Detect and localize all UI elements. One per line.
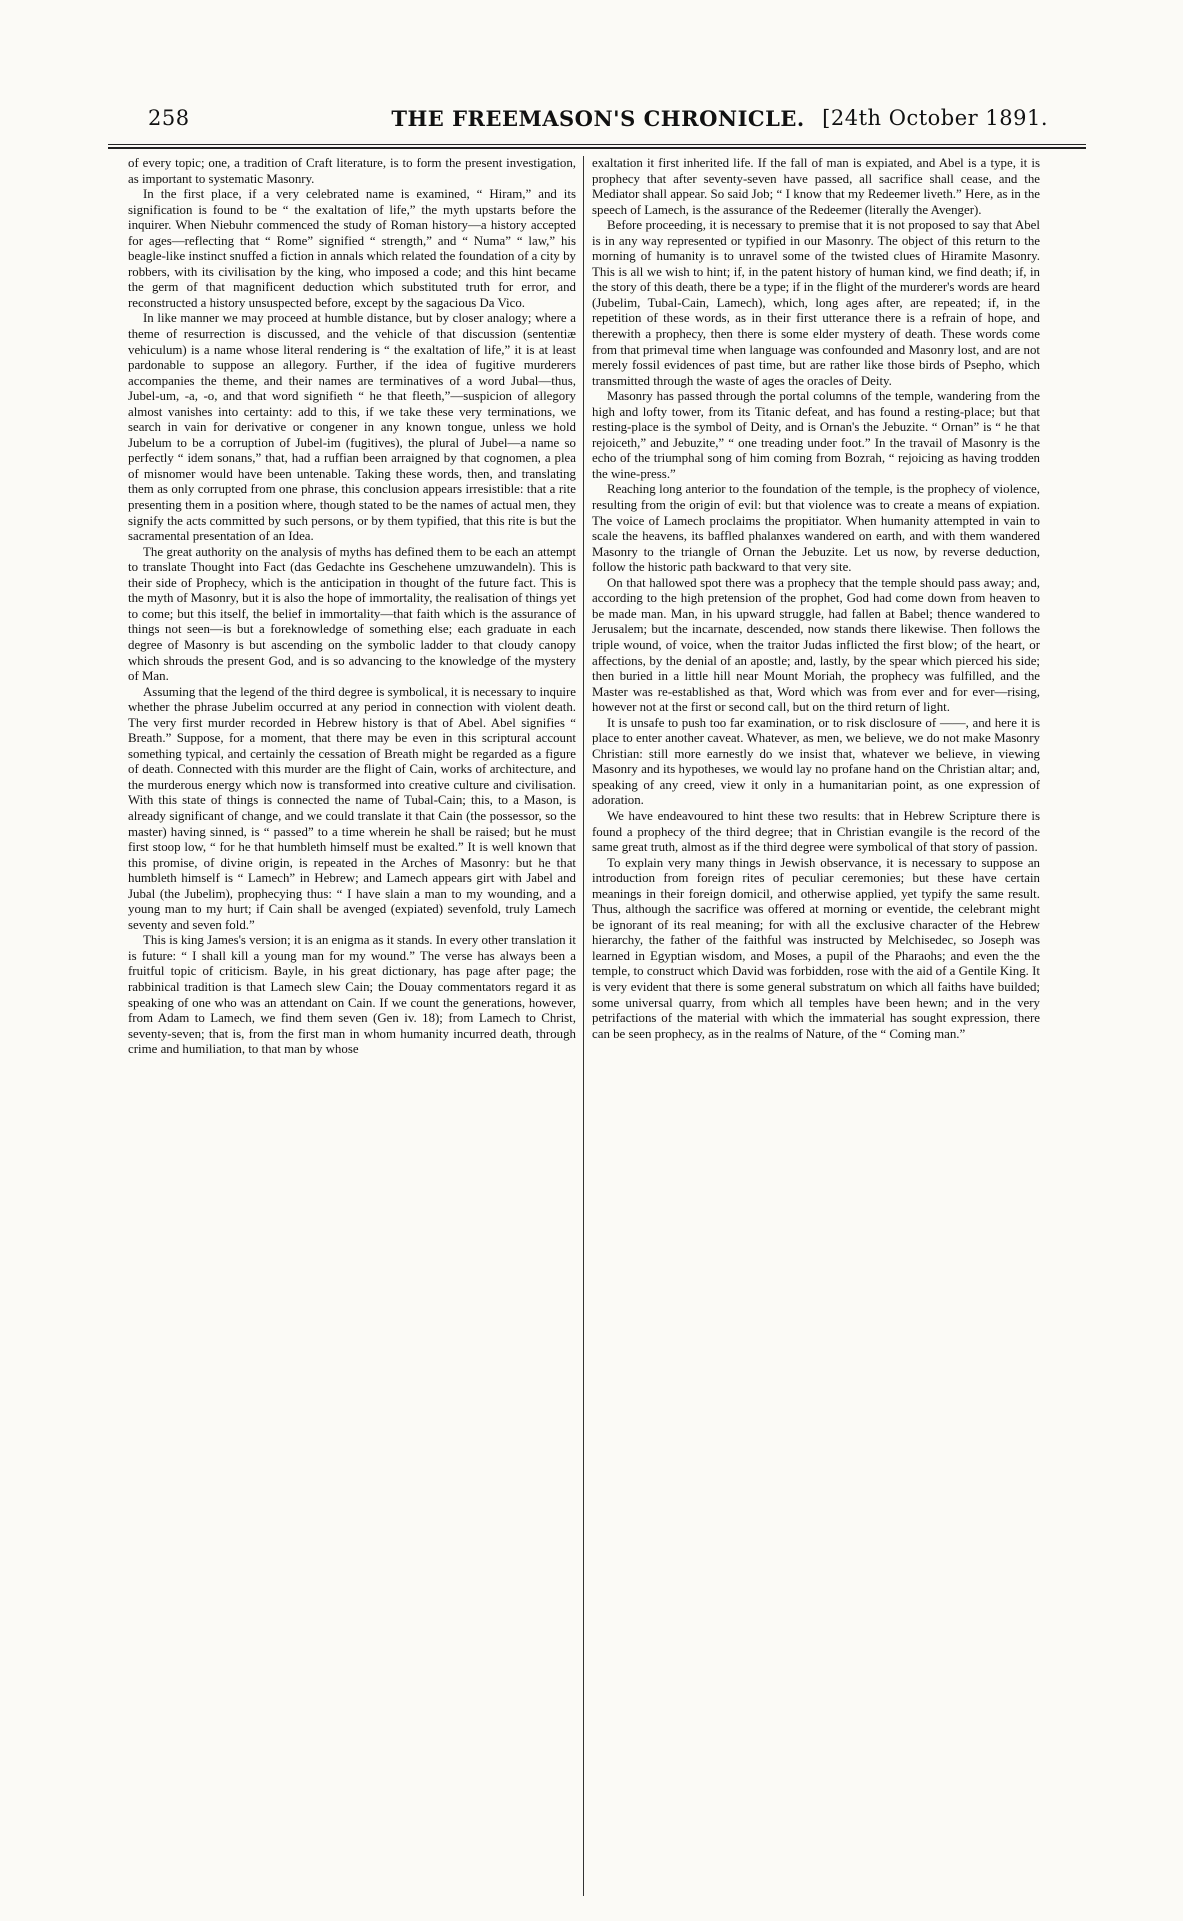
paragraph: Before proceeding, it is necessary to premise that it is not proposed to say that Abel is in any way represented or typified in our Masonry. The object of this return to the morning of humanity is to unravel some of the twisted clues of Hiramite Masonry. This is all we wish to hint; if, in the patent history of human kind, we find death; if, in the story of this death, there be a type; if in the flight of the murderer's words are heard (Jubelim, Tubal-Cain, Lamech), which, long ages after, are repeated; if, in the repetition of these words, as in their first utterance there is a refrain of hope, and therewith a prophecy, then there is some elder mystery of death. These words come from that primeval time when language was confounded and Masonry lost, and are not merely fossil evidences of past time, but are rather like those birds of Psepho, which transmitted through the waste of ages the oracles of Deity.	[592, 218, 1040, 388]
paragraph: In like manner we may proceed at humble distance, but by closer analogy; where a theme of resurrection is discussed, and the vehicle of that discussion (sententiæ vehiculum) is a name whose literal rendering is “ the exaltation of life,” it is at least pardonable to suppose an allegory. Further, if the idea of fugitive murderers accompanies the theme, and their names are terminatives of a word Jubal—thus, Jubel-um, -a, -o, and that word signifieth “ he that fleeth,”—suspicion of allegory almost vanishes into certainty: add to this, if we take these very terminations, we search in vain for derivative or congener in any known tongue, unless we hold Jubelum to be a corruption of Jubel-im (fugitives), the plural of Jubel—a name so perfectly “ idem sonans,” that, had a ruffian been arraigned by that cognomen, a plea of misnomer would have been untenable. Taking these words, then, and translating them as only corrupted from one phrase, this conclusion appears irresistible: that a rite presenting them in a position where, though stated to be the names of actual men, they signify the acts committed by such persons, or by them typified, that this rite is but the sacramental presentation of an Idea.	[128, 311, 576, 544]
paragraph: To explain very many things in Jewish observance, it is necessary to suppose an introduction from foreign rites of peculiar ceremonies; but these have certain meanings in their foreign domicil, and otherwise applied, yet typify the same result. Thus, although the sacrifice was offered at morning or eventide, the celebrant might be ignorant of its real meaning; for with all the exclusive character of the Hebrew hierarchy, the father of the faithful was instructed by Melchisedec, so Joseph was learned in Egyptian wisdom, and Moses, a pupil of the Pharaohs; and even the the temple, to construct which David was forbidden, rose with the aid of a Gentile King. It is very evident that there is some general substratum on which all faiths have builded; some universal quarry, from which all temples have been hewn; and in the very petrifactions of the material with which the immaterial has sought expression, there can be seen prophecy, as in the realms of Nature, of the “ Coming man.”	[592, 855, 1040, 1041]
header-rule-thick	[108, 147, 1086, 149]
header-rule	[108, 144, 1086, 145]
right-column	[592, 156, 1040, 1896]
paragraph: of every topic; one, a tradition of Craft literature, is to form the present investigation, as important to systematic Masonry.	[128, 156, 576, 186]
paragraph: It is unsafe to push too far examination, or to risk disclosure of ——, and here it is place to enter another caveat. Whatever, as men, we believe, we do not make Masonry Christian: still more earnestly do we insist that, whatever we believe, in viewing Masonry and its hypotheses, we would lay no profane hand on the Christian altar; and, speaking of any creed, view it only in a humanitarian point, as one expression of adoration.	[592, 715, 1040, 808]
masthead	[148, 100, 1048, 140]
column-divider	[583, 156, 584, 1896]
paragraph: On that hallowed spot there was a prophecy that the temple should pass away; and, according to the high pretension of the prophet, God had come down from heaven to be made man. Man, in his upward struggle, had fallen at Babel; thence wandered to Jerusalem; but the incarnate, descended, now stands there likewise. Then follows the triple wound, of voice, when the traitor Judas inflicted the first blow; of the heart, or affections, by the denial of an apostle; and, lastly, by the spear which pierced his side; then buried in a little hill near Mount Moriah, the prophecy was fulfilled, and the Master was re-established as that, Word which was from ever and for ever—rising, however not at the first or second call, but on the third return of light.	[592, 575, 1040, 715]
paragraph: Assuming that the legend of the third degree is symbolical, it is necessary to inquire whether the phrase Jubelim occurred at any period in connection with violent death. The very first murder recorded in Hebrew history is that of Abel. Abel signifies “ Breath.” Suppose, for a moment, that there may be even in this scriptural account something typical, and certainly the cessation of Breath might be regarded as a figure of death. Connected with this murder are the flight of Cain, works of architecture, and the murderous energy which now is transformed into creative culture and civilisation. With this state of things is connected the name of Tubal-Cain; this, to a Mason, is already significant of change, and we could translate it that Cain (the possessor, so the master) having sinned, is “ passed” to a time wherein he shall be raised; but he must first stoop low, “ for he that humbleth himself must be exalted.” It is well known that this promise, of divine origin, is repeated in the Arches of Masonry: but he that humbleth himself is “ Lamech” in Hebrew; and Lamech appears girt with Jabel and Jubal (the Jubelim), prophecying thus: “ I have slain a man to my wounding, and a young man to my hurt; if Cain shall be avenged (expiated) sevenfold, truly Lamech seventy and seven fold.”	[128, 684, 576, 932]
paragraph: In the first place, if a very celebrated name is examined, “ Hiram,” and its signification is found to be “ the exaltation of life,” the myth upstarts before the inquirer. When Niebuhr commenced the study of Roman history—a history accepted for ages—reflecting that “ Rome” signified “ strength,” and “ Numa” “ law,” his beagle-like instinct snuffed a fiction in annals which related the foundation of a city by robbers, with its civilisation by the king, who imposed a code; and this hint became the germ of that magnificent deduction which substituted truth for error, and reconstructed a history unsuspected before, except by the sagacious Da Vico.	[128, 187, 576, 310]
paragraph: The great authority on the analysis of myths has defined them to be each an attempt to translate Thought into Fact (das Gedachte ins Geschehene umzuwandeln). This is their side of Prophecy, which is the anticipation in thought of the future fact. This is the myth of Masonry, but it is also the hope of immortality, the realisation of things yet to come; but this itself, the belief in immortality—that faith which is the assurance of things not seen—is but a foreknowledge of something else; each graduate in each degree of Masonry is but ascending on the symbolic ladder to that cloudy canopy which shrouds the present God, and is so advancing to the knowledge of the mystery of Man.	[128, 544, 576, 684]
left-column	[128, 156, 576, 1896]
paragraph: Reaching long anterior to the foundation of the temple, is the prophecy of violence, resulting from the origin of evil: but that violence was to create a means of expiation. The voice of Lamech proclaims the propitiator. When humanity attempted in vain to scale the heavens, its baffled phalanxes wandered on earth, and with them wandered Masonry to the triangle of Ornan the Jebuzite. Let us now, by reverse deduction, follow the historic path backward to that very site.	[592, 482, 1040, 575]
journal-title: THE FREEMASON'S CHRONICLE.	[391, 106, 805, 131]
issue-date: [24th October 1891.	[822, 106, 1048, 130]
paragraph: We have endeavoured to hint these two results: that in Hebrew Scripture there is found a prophecy of the third degree; that in Christian evangile is the record of the same great truth, almost as if the third degree were symbolical of that story of passion.	[592, 808, 1040, 855]
paragraph: This is king James's version; it is an enigma as it stands. In every other translation it is future: “ I shall kill a young man for my wound.” The verse has always been a fruitful topic of criticism. Bayle, in his great dictionary, has page after page; the rabbinical tradition is that Lamech slew Cain; the Douay commentators regard it as speaking of one who was an attendant on Cain. If we count the generations, however, from Adam to Lamech, we find them seven (Gen iv. 18); from Lamech to Christ, seventy-seven; that is, from the first man in whom humanity incurred death, through crime and humiliation, to that man by whose	[128, 933, 576, 1057]
paragraph: exaltation it first inherited life. If the fall of man is expiated, and Abel is a type, it is prophecy that after seventy-seven have passed, all sacrifice shall cease, and the Mediator shall appear. So said Job; “ I know that my Redeemer liveth.” Here, as in the speech of Lamech, is the assurance of the Redeemer (literally the Avenger).	[592, 156, 1040, 217]
paragraph: Masonry has passed through the portal columns of the temple, wandering from the high and lofty tower, from its Titanic defeat, and has found a resting-place; but that resting-place is the symbol of Deity, and is Ornan's the Jebuzite. “ Ornan” is “ he that rejoiceth,” and Jebuzite,” “ one treading under foot.” In the travail of Masonry is the echo of the triumphal song of him coming from Bozrah, “ rejoicing as having trodden the wine-press.”	[592, 389, 1040, 481]
page-number: 258	[148, 106, 190, 130]
